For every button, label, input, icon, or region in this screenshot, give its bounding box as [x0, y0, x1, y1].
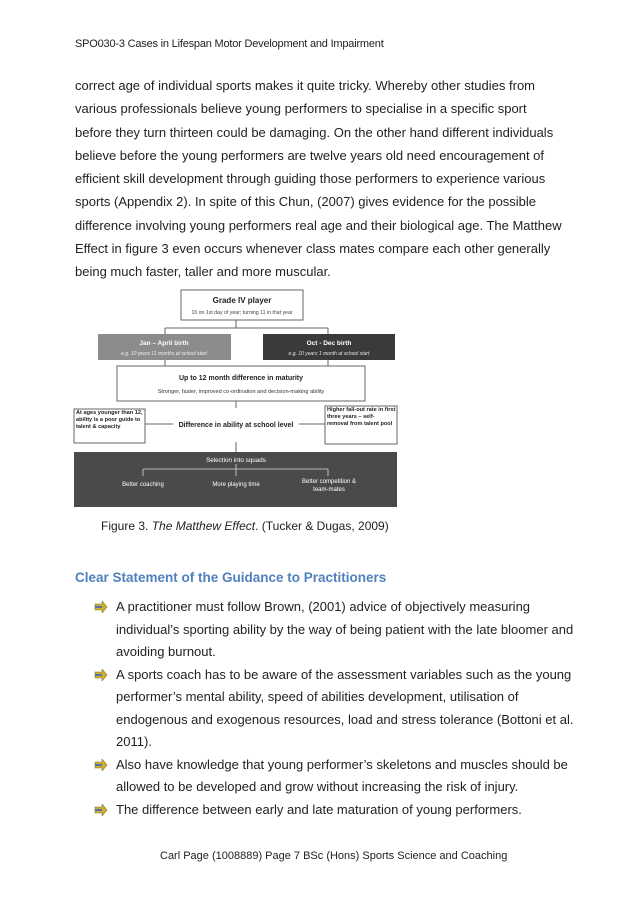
guidance-list	[94, 596, 574, 821]
running-header: SPO030-3 Cases in Lifespan Motor Development and Impairment	[75, 38, 384, 50]
list-item	[94, 799, 574, 822]
jan-april-subtitle: e.g. 10 years 11 months at school start	[121, 351, 207, 357]
caption-label: Figure 3.	[101, 519, 152, 533]
page-footer: Carl Page (1008889) Page 7 BSc (Hons) Sports Science and Coaching	[160, 850, 508, 862]
diagram-svg	[73, 286, 399, 509]
outcome-better-competition: Better competition & team-mates	[301, 479, 357, 493]
arrow-bullet-icon	[94, 759, 108, 771]
selection-title: Selection into squads	[206, 457, 266, 464]
arrow-bullet-icon	[94, 804, 108, 816]
center-note: Difference in ability at school level	[178, 422, 294, 429]
matthew-effect-diagram	[73, 286, 399, 509]
list-item-text: A practitioner must follow Brown, (2001) advice of objectively measuring individual’s sporting ability by the way of being patient with the late bloomer and avoiding burnout.	[116, 599, 574, 659]
caption-title: The Matthew Effect	[151, 519, 256, 533]
list-item	[94, 664, 574, 754]
maturity-subtitle: Stronger, faster, improved co-ordination and decision-making ability	[157, 389, 325, 395]
list-item-text: Also have knowledge that young performer’s skeletons and muscles should be allowed to be developed and grow without increasing the risk of injury.	[116, 756, 568, 794]
list-item-text: A sports coach has to be aware of the assessment variables such as the young performer’s mental ability, speed of abilities development, utilisation of endogenous and exogenous resources, load and stress tolerance (Bottoni et al. 2011).	[116, 666, 574, 749]
caption-source: . (Tucker & Dugas, 2009)	[255, 519, 389, 533]
right-note-text: Higher fall-out rate in first three years – self-removal from talent pool	[327, 407, 396, 427]
grade-player-subtitle: 10 on 1st day of year; turning 11 in that year	[191, 310, 293, 316]
maturity-title: Up to 12 month difference in maturity	[178, 375, 304, 382]
oct-dec-subtitle: e.g. 10 years 1 month at school start	[288, 351, 370, 357]
list-item	[94, 596, 574, 664]
jan-april-title: Jan – April birth	[139, 340, 189, 347]
section-heading: Clear Statement of the Guidance to Practitioners	[75, 570, 387, 585]
outcome-better-coaching: Better coaching	[122, 482, 164, 488]
arrow-bullet-icon	[94, 601, 108, 613]
grade-player-title: Grade IV player	[212, 296, 272, 305]
outcome-more-playing-time: More playing time	[212, 482, 260, 488]
oct-dec-title: Oct - Dec birth	[306, 340, 352, 347]
maturity-box	[117, 366, 365, 401]
list-item	[94, 754, 574, 799]
body-paragraph: correct age of individual sports makes it quite tricky. Whereby other studies from various professionals believe young performers to specialise in a specific sport before they turn thirteen could be damaging. On the other hand different individuals believe before the young performers are twelve years old need encouragement of efficient skill development through guiding those performers to experience various sports (Appendix 2). In spite of this Chun, (2007) gives evidence for the possible difference involving young performers real age and their biological age. The Matthew Effect in figure 3 even occurs whenever class mates compare each other generally being much faster, taller and more muscular.	[75, 78, 562, 280]
figure-caption	[101, 519, 389, 533]
arrow-bullet-icon	[94, 669, 108, 681]
body-paragraph-block	[75, 74, 565, 284]
left-note-text: At ages younger than 12, ability is a poor guide to talent & capacity	[76, 410, 143, 430]
list-item-text: The difference between early and late maturation of young performers.	[116, 801, 522, 817]
